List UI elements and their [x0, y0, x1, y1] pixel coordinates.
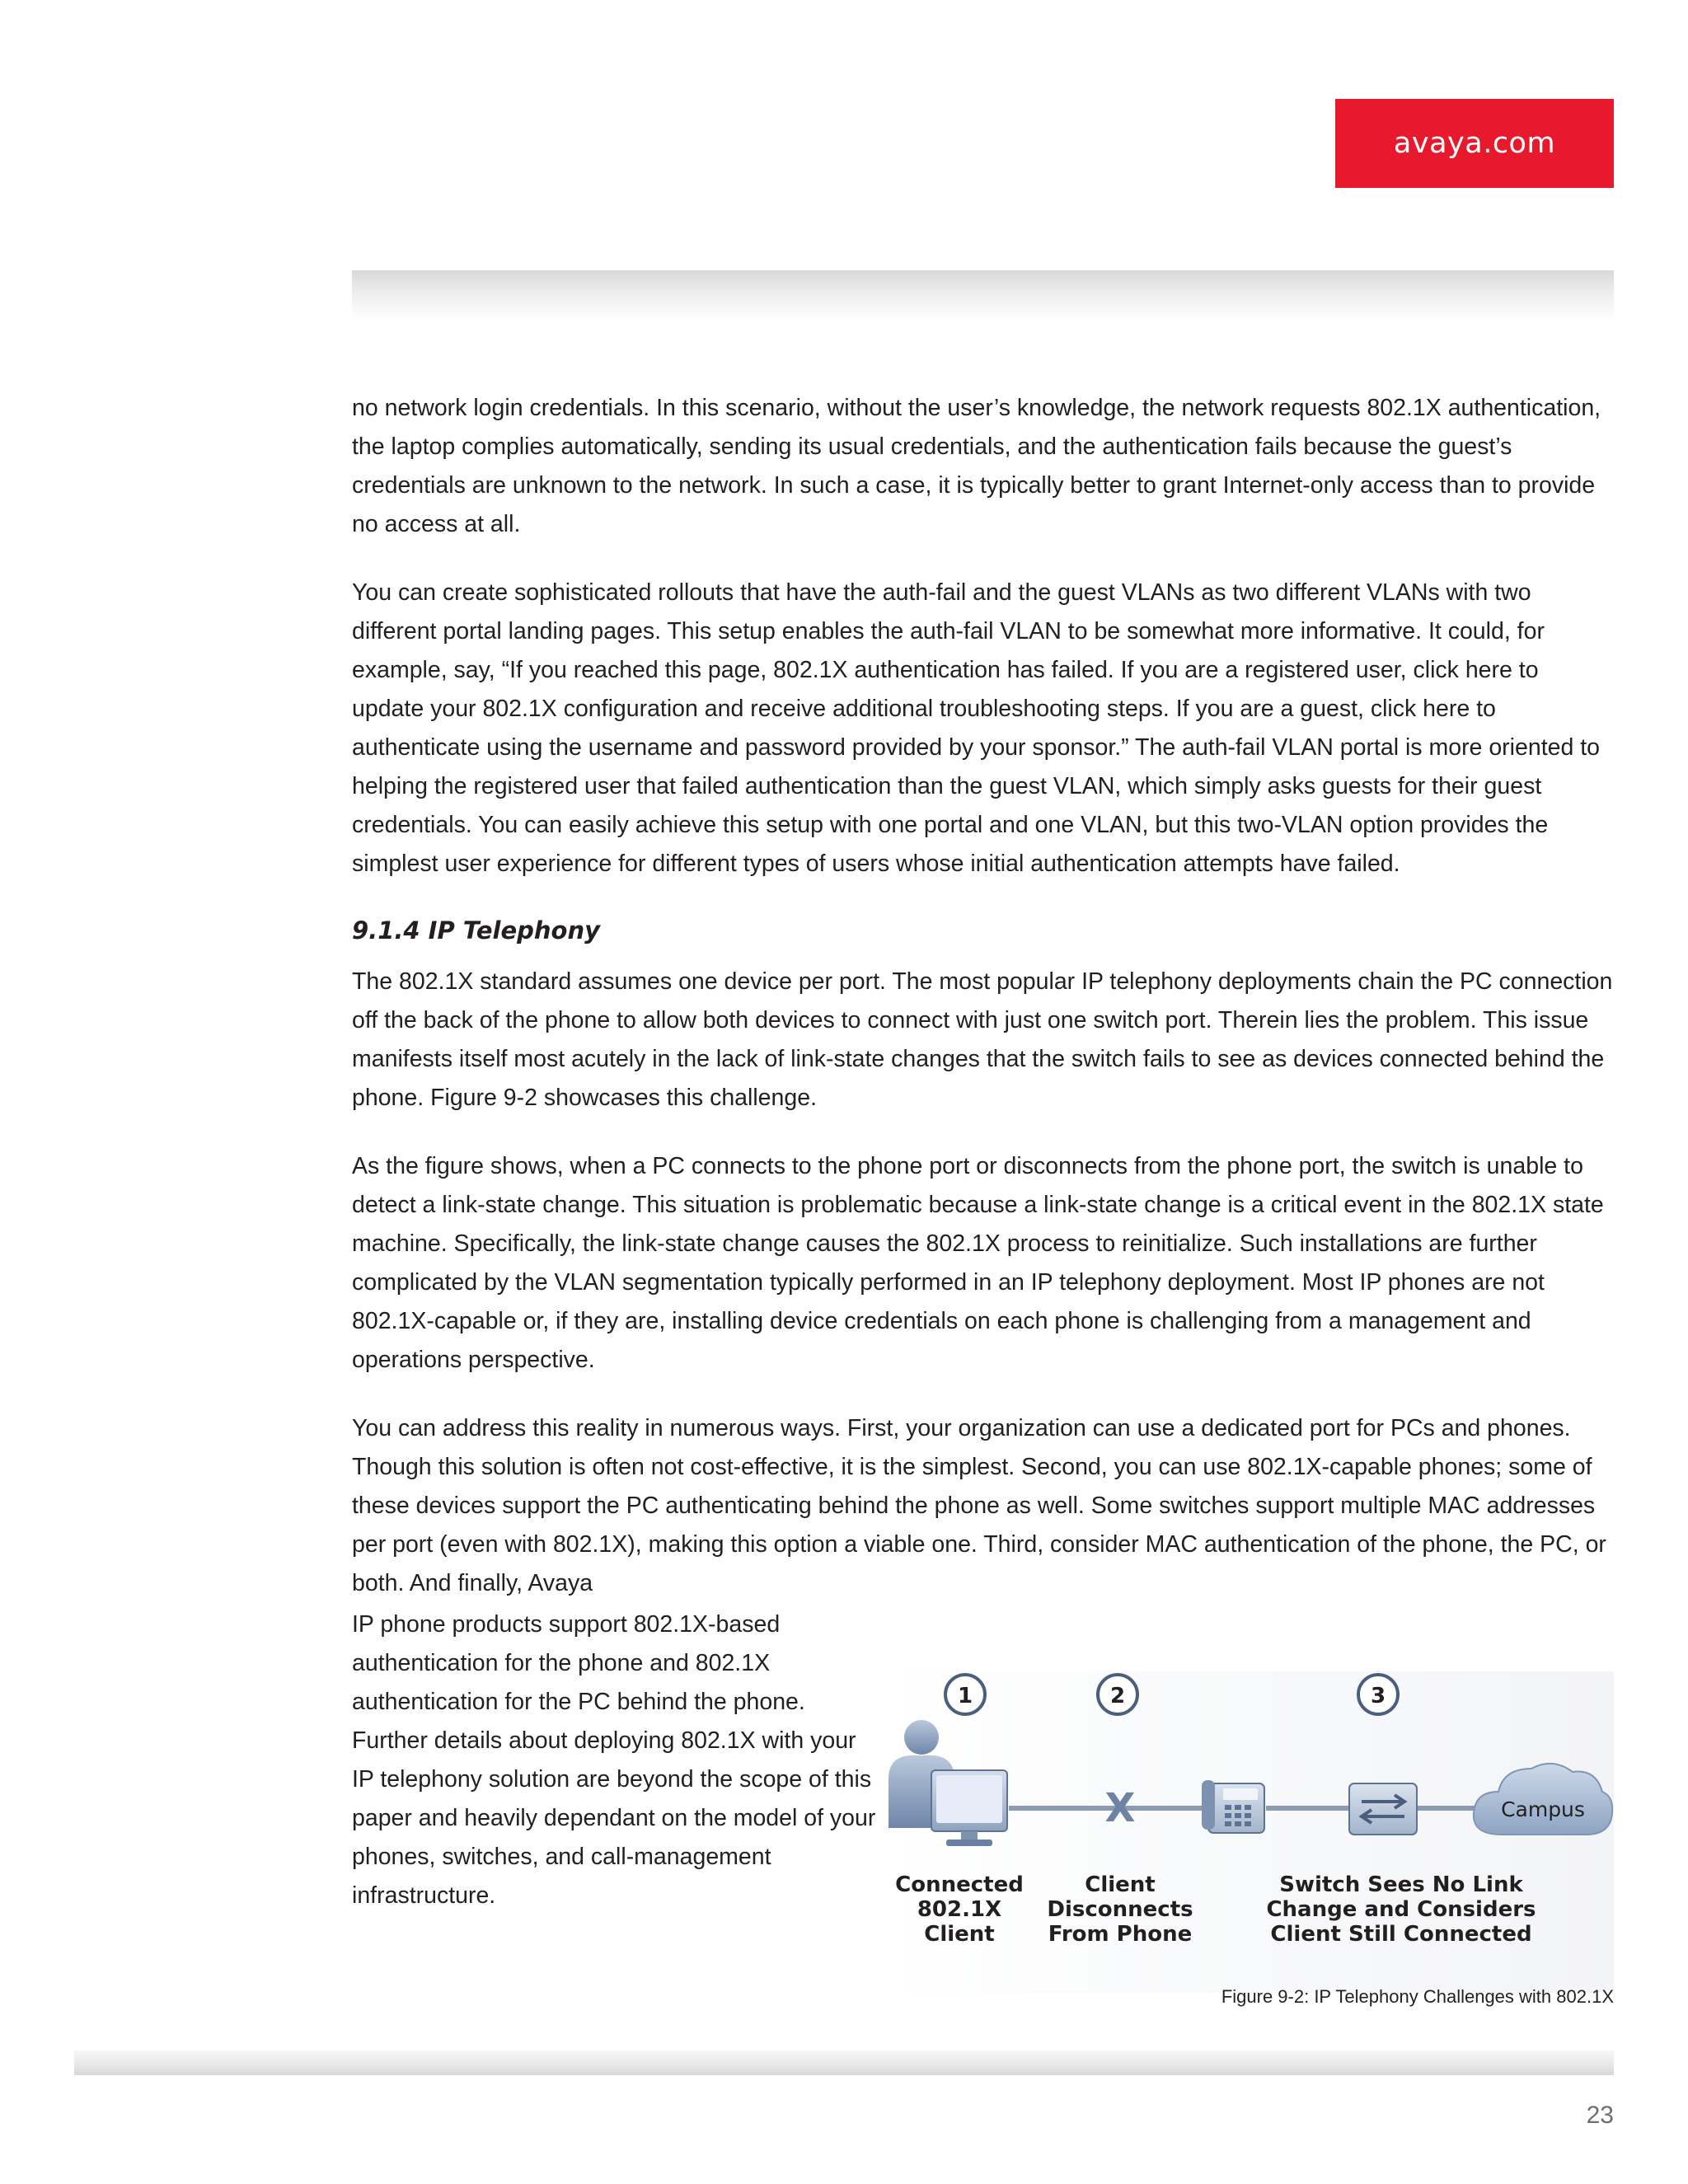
step-circle-3 [1358, 1675, 1398, 1714]
section-heading: 9.1.4 IP Telephony [352, 916, 601, 944]
step-circle-2 [1098, 1675, 1137, 1714]
footer-divider-band [74, 2050, 1614, 2075]
disconnect-x-icon: X [1104, 1785, 1136, 1831]
pc-monitor-icon [931, 1770, 1007, 1846]
section-paragraph-3: You can address this reality in numerous ways. First, your organization can use a dedicated port for PCs and phones. Though this solution is often not cost-effective, it is the simplest. Second, you can use 802.1X-capable phones; some of these devices support the PC authenticating behind the phone as well. Some switches support multiple MAC addresses per port (even with 802.1X), making this option a viable one. Third, consider MAC authentication of the phone, the PC, or both. And finally, Avaya [352, 1415, 1606, 1596]
body-paragraph-2: You can create sophisticated rollouts that have the auth-fail and the guest VLANs as two different VLANs with two different portal landing pages. This setup enables the auth-fail VLAN to be somewhat more informative. It could, for example, say, “If you reached this page, 802.1X authentication has failed. If you are a registered user, click here to update your 802.1X configuration and receive additional troubleshooting steps. If you are a guest, click here to authenticate using the username and password provided by your sponsor.” The auth-fail VLAN portal is more oriented to helping the registered user that failed authentication than the guest VLAN, which simply asks guests for their guest credentials. You can easily achieve this setup with one portal and one VLAN, but this two-VLAN option provides the simplest user experience for different types of users whose initial authentication attempts have failed. [352, 579, 1601, 877]
section-paragraph-2: As the figure shows, when a PC connects to the phone port or disconnects from the phone port, the switch is unable to detect a link-state change. This situation is problematic because a link-state change is a critical event in the 802.1X state machine. Specifically, the link-state change causes the 802.1X process to reinitialize. Such installations are further complicated by the VLAN segmentation typically performed in an IP telephony deployment. Most IP phones are not 802.1X-capable or, if they are, installing device credentials on each phone is challenging from a management and operations perspective. [352, 1153, 1604, 1373]
section-paragraph-1: The 802.1X standard assumes one device per port. The most popular IP telephony deployments chain the PC connection off the back of the phone to allow both devices to connect with just one switch port. Therein lies the problem. This issue manifests itself most acutely in the lack of link-state changes that the switch fails to see as devices connected behind the phone. Figure 9-2 showcases this challenge. [352, 968, 1613, 1111]
step-number-2: 2 [1109, 1684, 1126, 1708]
body-paragraph-1: no network login credentials. In this scenario, without the user’s knowledge, the network requests 802.1X authentication, the laptop complies automatically, sending its usual credentials, and the authentication fails because the guest’s credentials are unknown to the network. In such a case, it is typically better to grant Internet-only access than to provide no access at all. [352, 395, 1601, 537]
ip-phone-icon [1202, 1780, 1264, 1833]
wrap-paragraph: IP phone products support 802.1X-based authentication for the phone and 802.1X authentication for the PC behind the phone. Further details about deploying 802.1X with your IP telephony solution are beyond the scope of this paper and heavily dependant on the model of your phones, switches, and call-management infrastructure. [352, 1611, 876, 1909]
main-text-column [352, 389, 1614, 1603]
step-number-1: 1 [957, 1684, 973, 1708]
header-divider-band [352, 270, 1614, 321]
network-switch-icon [1349, 1783, 1417, 1835]
figure-label-3: Switch Sees No Link Change and Considers Client Still Connected [1266, 1872, 1536, 1947]
figure-label-1: Connected 802.1X Client [895, 1872, 1024, 1947]
figure-caption: Figure 9-2: IP Telephony Challenges with 802.1X [1221, 1986, 1614, 2007]
campus-cloud-icon [1474, 1764, 1612, 1835]
figure-label-2: Client Disconnects From Phone [1047, 1872, 1193, 1947]
step-number-3: 3 [1370, 1684, 1386, 1708]
page-number: 23 [1586, 2102, 1614, 2129]
figure-ip-telephony [885, 1671, 1614, 1993]
step-circle-1 [945, 1675, 985, 1714]
campus-label: Campus [1501, 1797, 1585, 1821]
brand-badge[interactable]: avaya.com [1335, 99, 1614, 188]
